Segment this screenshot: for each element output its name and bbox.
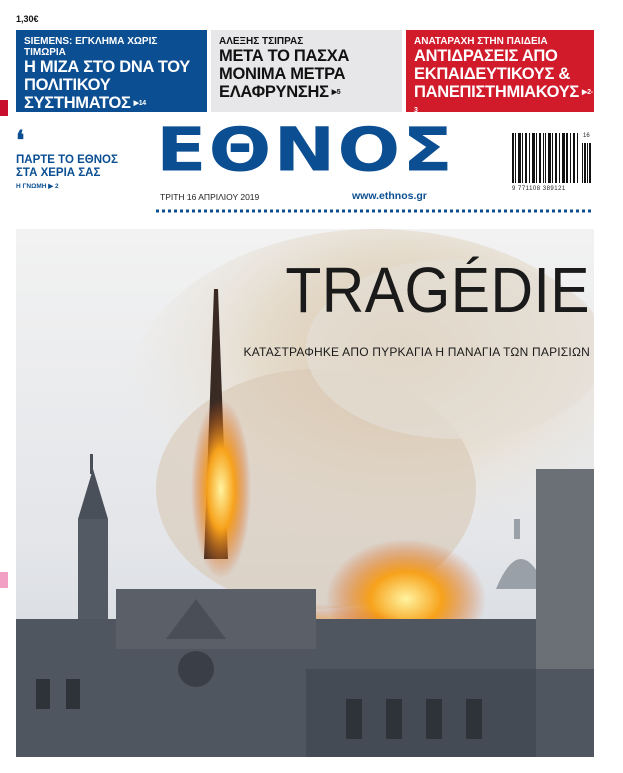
main-subheadline: ΚΑΤΑΣΤΡΑΦΗΚΕ ΑΠΟ ΠΥΡΚΑΓΙΑ Η ΠΑΝΑΓΙΑ ΤΩΝ ΠΑΡΙΣΙΩΝ (243, 345, 590, 359)
page-ref: ▶14 (133, 99, 146, 107)
teaser-headline: ΑΝΤΙΔΡΑΣΕΙΣ ΑΠΟ ΕΚΠΑΙΔΕΥΤΙΚΟΥΣ & ΠΑΝΕΠΙΣΤΗΜΙΑΚΟΥΣ ▶2-3 (414, 47, 593, 115)
promo-page-ref: Η ΓΝΩΜΗ ▶ 2 (16, 183, 59, 190)
masthead-logo: ΕΘΝΟΣ (156, 114, 455, 186)
promo-text: ΠΑΡΤΕ ΤΟ ΕΘΝΟΣ ΣΤΑ ΧΕΡΙΑ ΣΑΣ (16, 154, 118, 179)
teaser-kicker: ΑΛΕΞΗΣ ΤΣΙΠΡΑΣ (219, 36, 304, 47)
teaser-tsipras[interactable] (211, 30, 402, 112)
teaser-siemens[interactable] (16, 30, 207, 112)
teaser-kicker: ΑΝΑΤΑΡΑΧΗ ΣΤΗΝ ΠΑΙΔΕΙΑ (414, 36, 548, 47)
teaser-kicker: SIEMENS: ΕΓΚΛΗΜΑ ΧΩΡΙΣ ΤΙΜΩΡΙΑ (24, 36, 158, 58)
opinion-promo[interactable] (16, 126, 126, 190)
issue-number: 16 (583, 133, 590, 139)
quote-icon: ❛ (16, 126, 25, 156)
issue-date: ΤΡΙΤΗ 16 ΑΠΡΙΛΙΟΥ 2019 (160, 192, 260, 202)
page-ref: ▶5 (331, 88, 341, 96)
teaser-education[interactable] (406, 30, 594, 115)
dotted-divider (156, 207, 594, 215)
teaser-headline: ΜΕΤΑ ΤΟ ΠΑΣΧΑ ΜΟΝΙΜΑ ΜΕΤΡΑ ΕΛΑΦΡΥΝΣΗΣ ▶5 (219, 47, 350, 101)
barcode-number: 9 771108 389121 (512, 186, 566, 192)
page-ref: ▶2-3 (414, 88, 593, 115)
teaser-headline: Η ΜΙΖΑ ΣΤΟ DNA ΤΟΥ ΠΟΛΙΤΙΚΟΥ ΣΥΣΤΗΜΑΤΟΣ ▶14 (24, 58, 190, 112)
barcode-icon (512, 133, 592, 183)
website-link[interactable]: www.ethnos.gr (352, 190, 427, 202)
edge-marker-red (0, 100, 8, 116)
cover-price: 1,30€ (16, 14, 39, 24)
main-headline: TRAGÉDIE (285, 254, 590, 326)
edge-marker-pink (0, 572, 8, 588)
